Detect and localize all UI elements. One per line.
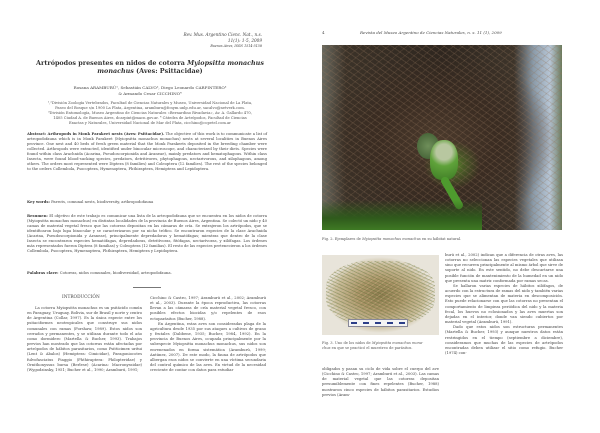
article-title-line2 [0, 68, 300, 74]
authors-line2: & Armando Cesar CICCHINO⁴ [118, 91, 182, 96]
caption-text: en su hábitat natural. [420, 237, 462, 241]
article-title-line1 [0, 60, 300, 66]
plant-material [326, 261, 435, 325]
intro-paragraph: Cicchino & Castro, 1997; Aramburú et al., 2002; Aramburú et al., 2003). Durante la época reproductiva, las cotorras llevan a las cámaras de cría material vegetal fresco, con posibles efectos biocidas y/o repelentes de esos ectoparásitos (Bucher, 1988). [150, 296, 266, 321]
title-subspecies: monachus [97, 67, 134, 75]
affiliation-line: 1405 Ciudad A. de Buenos Aires, dcarpint@macn.gov.ar. ⁴ Cátedra de Artrópodos, Facultad de Ciencias [53, 116, 247, 120]
resumen-text: El objetivo de este trabajo es comunicar una lista de la artropodofauna que se encuentra en los nidos de cotorra (Myiopsitta monachus monachus) en distintas localidades de la provincia de Buenos Aires, Argentina. Se colectó un nido y 40 camas de material vegetal fresco que las cotorras depositan en las cámaras de cría. Se extrajeron los artrópodos, que se identificaron bajo lupa binocular y se caracterizaron por su nicho trófico. Se encontraron especies de la clase Arachnida (Acarina, Pseudoscorpionida y Araneae), principalmente depredadoras y hematófagas; mientras que dentro de la clase Insecta se encontraron especies hematófagas, depredadoras, detritívoras, fitófagas, nectarívoras, y xilófagas. Los órdenes más representados fueron Diptera (8 familias) y Coleoptera (12 familias). El resto de las especies pertenecieron a los órdenes Collembola, Psocoptera, Hymenoptera, Phthiraptera, Hemiptera y Lepidoptera. [27, 214, 267, 254]
abstract-label: Abstract: Arthropods in Monk Parakeet nests (Aves: Psittacidae). [27, 131, 165, 136]
ruler-mark [399, 322, 405, 324]
page-number: 4 [322, 30, 325, 35]
figure-2-caption [322, 237, 461, 242]
palabras-clave [27, 270, 267, 276]
running-header: Revista del Museo Argentino de Ciencias Naturales, n. s. 11 (1), 2009 [360, 30, 502, 35]
intro-paragraph: En Argentina, estas aves son consideradas plaga de la agricultura desde 1935 por sus ataques a cultivos de grano y frutales (Dabbene, 1935; Bucher, 1984, 1992). En la provincia de Buenos Aires, ocupada principalmente por la subespecie Myiopsitta monachus monachus, sus nidos son envenenados en forma sistemática (Aramburú, 1999; Antúnez, 2007). De este modo, la fauna de artrópodos que albergan esos nidos se convierte en una víctima secundaria del control químico de las aves. En virtud de la necesidad creciente de contar con datos para estudiar [150, 321, 266, 373]
caption-species: Myiopsitta monachus mona- [371, 341, 424, 345]
body-paragraph: burú et al., 2002) indican que a diferencia de otras aves, las cotorras no seleccionan las especies vegetales que utilizan sino que recurren principalmente al mismo árbol que sirve de soporte al nido. En este sentido, no debe descartarse una posible función de mantenimiento de la humedad en un nido que presenta una matriz conformada por ramas secas. [445, 253, 563, 283]
resumen [27, 213, 267, 254]
right-page [300, 0, 600, 433]
title-taxon: (Aves: Psittacidae) [133, 67, 203, 75]
ruler-mark [351, 322, 357, 324]
title-species: Myiopsitta monachus [187, 59, 264, 67]
journal-citation-line2: 11(1): 1-5, 2009 [227, 38, 262, 43]
affiliation-line: ¹,²División Zoología Vertebrados, Facultad de Ciencias Naturales y Museo, Universidad Nacional de La Plata, [47, 101, 253, 105]
abstract-text: The objective of this work is to communicate a list of artropodofauna which is in Monk Parakeet (Myiopsitta monachus monachus) nests at several localities in Buenos Aires province. One nest and 40 beds of fresh green material that the Monk Parakeets deposited in the breeding chamber were collected. Arthropods were extracted, identified under binocular microscope, and characterized by their diets. Species were found within class Arachnida (Acarina, Pseudoscorpionida and Araneae), mainly predators and hematophagous. Within class Insecta, were found blood-sucking species, predators, detritivores, phytophagous, nectarivorous, and xilophagous, among others. The orders most represented were Diptera (8 families) and Coleoptera (12 families). The rest of the species belonged to the orders Collembola, Psocoptera, Hymenoptera, Phthiraptera, Hemiptera and Lepidoptera. [27, 132, 267, 172]
body-column-right [445, 253, 563, 356]
keywords-label: Key words: [27, 199, 50, 204]
scale-ruler [348, 319, 408, 327]
authors-line1: Rosana ARAMBURÚ¹, Sebastián CALVO², Diego Leonardo CARPINTERO³ [73, 85, 227, 90]
intro-paragraph: La cotorra Myiopsitta monachus es un psitácido común en Paraguay, Uruguay, Bolivia, sur de Brasil y norte y centro de Argentina (Collar, 1997). Es la única especie entre los psitaciformes neotropicales que construye sus nidos comunales con ramas (Forshaw, 1989). Estos nidos son cerrados y permanentes, y se utilizan durante todo el año como dormidero (Martella & Bucher, 1993). Trabajos previos han mostrado que las cotorras están afectadas por artrópodos de hábitos parasitarios, como Psitticimex uritui (Lent & Abalos) (Hemiptera: Cimicidae), Paragoniocotes fulvofasciatus Piaggio (Phthiraptera: Philopteridae) y Ornithonyssus bursa (Berlese) (Acarina: Macronyssidae) (Wygodzinsky, 1951; Bucher et al., 1990; Aramburú, 1991; [27, 306, 143, 372]
body-paragraph: obligados y pasan su ciclo de vida sobre el cuerpo del ave (Cicchino & Castro, 1997; Aramburú et al., 2003). Las camas de material vegetal que las cotorras depositan presumiblemente con fines repelentes (Bucher, 1988) mostraron cinco especies de hábitos parasitarios. Estudios previos (Aram- [322, 367, 439, 397]
caption-text: en que se practicó el muestreo de parásitos. [330, 346, 413, 350]
title-text: Artrópodos presentes en nidos de cotorra [36, 59, 188, 67]
ruler-mark [363, 322, 369, 324]
body-paragraph: Se hallaron varias especies de hábitos xilófagos, de acuerdo con la estructura de ramas del nido y también varias especies que se alimentan de materia en descomposición. Esto puede relacionarse con que las cotorras no presentan el comportamiento de limpieza periódica del nido y la materia fecal, los huevos no eclosionados y las aves muertas son dejadas en el interior, donde van siendo cubiertos por material vegetal (Aramburú, 1991). [445, 283, 563, 325]
resumen-label: Resumen: [27, 213, 48, 218]
palabras-clave-label: Palabras clave: [27, 270, 59, 275]
ruler-mark [387, 322, 393, 324]
parakeet-figure [430, 140, 458, 180]
body-paragraph: Dado que estos nidos son estructuras permanentes (Martella & Bucher, 1993) y aunque nuestros datos están restringidos en el tiempo (septiembre a diciembre), consideramos que muchas de las especies de artrópodos encontradas deben utilizar el sitio como refugio. Bucher (1974) con- [445, 325, 563, 355]
section-divider [133, 287, 161, 288]
caption-text: Fig. 3. Uno de los nidos de [322, 341, 372, 345]
body-column-left [322, 367, 439, 398]
caption-text: Fig. 2. Ejemplares de [322, 237, 363, 241]
figure-3-caption-line2 [322, 346, 412, 351]
keywords [27, 199, 267, 205]
figure-3-caption-line1 [322, 341, 423, 346]
affiliation-line: Paseo del Bosque s/n 1900 La Plata, Argentina, aramburu@fcnym.unlp.edu.ar, sacalvo@netverk.com. [55, 106, 245, 110]
caption-species: Myiopsitta monachus monachus [362, 237, 421, 241]
caption-species: chus [322, 346, 331, 350]
affiliation-line: ³División Entomología, Museo Argentino de Ciencias Naturales «Bernardino Rivadavia», Av. A. Gallardo 470, [48, 111, 252, 115]
figure-2-photo-parakeets-nest [322, 45, 562, 230]
journal-citation-line1: Rev. Mus. Argentino Cienc. Nat., n.s. [183, 32, 262, 37]
intro-column-2 [150, 296, 266, 373]
grass [322, 200, 482, 230]
palabras-clave-text: Cotorras, nidos comunales, biodiversidad, artropodofauna. [58, 271, 172, 275]
introduction-heading: INTRODUCCIÓN [62, 295, 100, 300]
journal-issn: Buenos Aires, ISSN 1514-5158 [210, 44, 262, 48]
figure-3-photo-nest-material [322, 255, 439, 335]
affiliation-line: Exactas y Naturales, Universidad Nacional de Mar del Plata, cicchino@copetel.com.ar [69, 121, 231, 125]
abstract [27, 131, 267, 172]
keywords-text: Parrots, comunal nests, biodiversity, arthropodofauna [49, 200, 154, 204]
ruler-mark [375, 322, 381, 324]
intro-column-1 [27, 306, 142, 373]
